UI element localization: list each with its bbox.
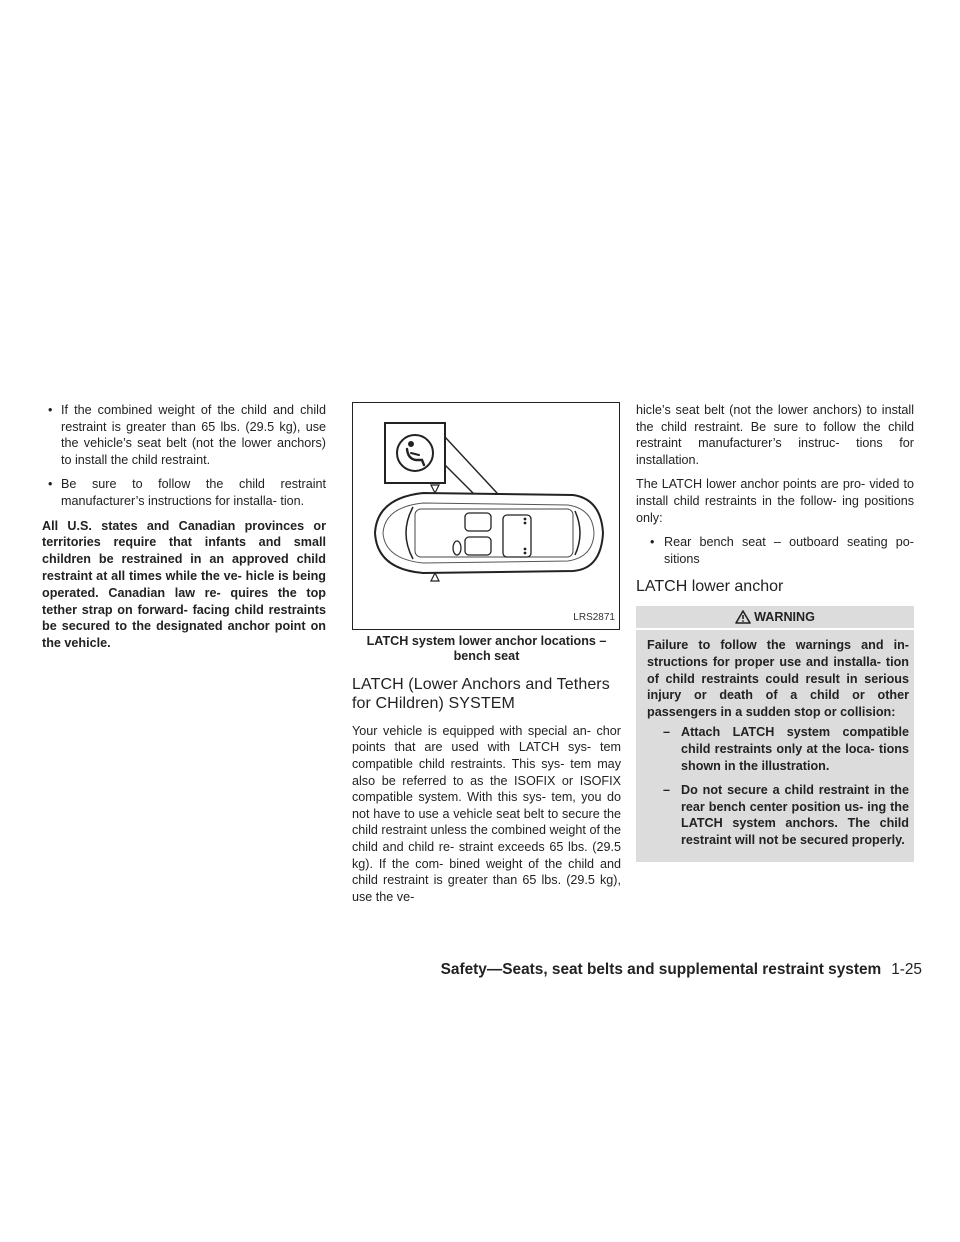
vehicle-top-view-illustration [353, 403, 619, 629]
warning-item [647, 782, 909, 848]
figure-id: LRS2871 [573, 612, 615, 624]
footer-section-title: Safety—Seats, seat belts and supplemental restraint system [440, 961, 882, 978]
bullet-item [42, 402, 326, 468]
bullet-dot: • [48, 477, 53, 492]
subsection-heading: LATCH lower anchor [636, 578, 784, 596]
page-number: 1-25 [891, 961, 922, 978]
bullet-text: If the combined weight of the child and child restraint is greater than 65 lbs. (29.5 kg), use the vehicle’s seat belt (not the lower anchors) to install the child restraint. [61, 403, 326, 467]
latch-description: Your vehicle is equipped with special an- chor points that are used with LATCH sys- tem compatible child restraints. This sys- tem may also be referred to as the ISOFIX or ISOFIX compatible system. With this sys- tem, you do not have to use a vehicle seat belt to secure the child restraint unless the combined weight of the child and child re- straint exceeds 65 lbs. (29.5 kg). If the com- bined weight of the child and child restraint is greater than 65 lbs. (29.5 kg), use the ve- [352, 723, 621, 904]
column-right [636, 402, 914, 862]
figure-caption: LATCH system lower anchor locations – bench seat [366, 634, 607, 664]
bullet-dot: • [48, 403, 53, 417]
page-footer [441, 961, 922, 979]
warning-item-text: Attach LATCH system compatible child restraints only at the loca- tions shown in the illustration. [681, 725, 909, 773]
bullet-item [42, 476, 326, 509]
warning-intro: Failure to follow the warnings and in- structions for proper use and installa- tion of child restraints could result in serious injury or death of a child or other passengers in a sudden stop or collision: [647, 638, 909, 719]
bullet-text: Be sure to follow the child restraint manufacturer’s instructions for installa- tion. [61, 477, 326, 508]
warning-header [636, 606, 914, 630]
bullet-text: Rear bench seat – outboard seating po- sitions [664, 535, 914, 566]
legal-requirement-paragraph: All U.S. states and Canadian provinces or territories require that infants and small children be restrained in an approved child restraint at all times while the ve- hicle is being operated. Canadian law re- quires the top tether strap on forward- facing child restraints be secured to the designated anchor point on the vehicle. [42, 518, 326, 651]
warning-item [647, 724, 909, 774]
section-heading: LATCH (Lower Anchors and Tethers for CHildren) SYSTEM [352, 675, 610, 713]
latch-figure [352, 402, 620, 630]
warning-body [636, 630, 914, 848]
bullet-item [636, 534, 914, 567]
dash-marker: – [663, 725, 671, 740]
column-middle [352, 402, 621, 913]
warning-item-text: Do not secure a child restraint in the rear bench center position us- ing the LATCH system anchors. The child restraint will not be secured properly. [681, 783, 909, 847]
bullet-dot: • [650, 535, 655, 550]
dash-marker: – [663, 783, 671, 798]
column-left [42, 402, 326, 652]
warning-label: WARNING [754, 610, 815, 625]
continued-paragraph: hicle’s seat belt (not the lower anchors) to install the child restraint. Be sure to follow the child restraint manufacturer’s instruc- tions for installation. [636, 403, 914, 467]
anchor-points-paragraph: The LATCH lower anchor points are pro- vided to install child restraints in the follow- ing positions only: [636, 477, 914, 525]
warning-box [636, 606, 914, 862]
warning-triangle-icon [735, 610, 751, 624]
child-seat-latch-icon [397, 435, 433, 471]
